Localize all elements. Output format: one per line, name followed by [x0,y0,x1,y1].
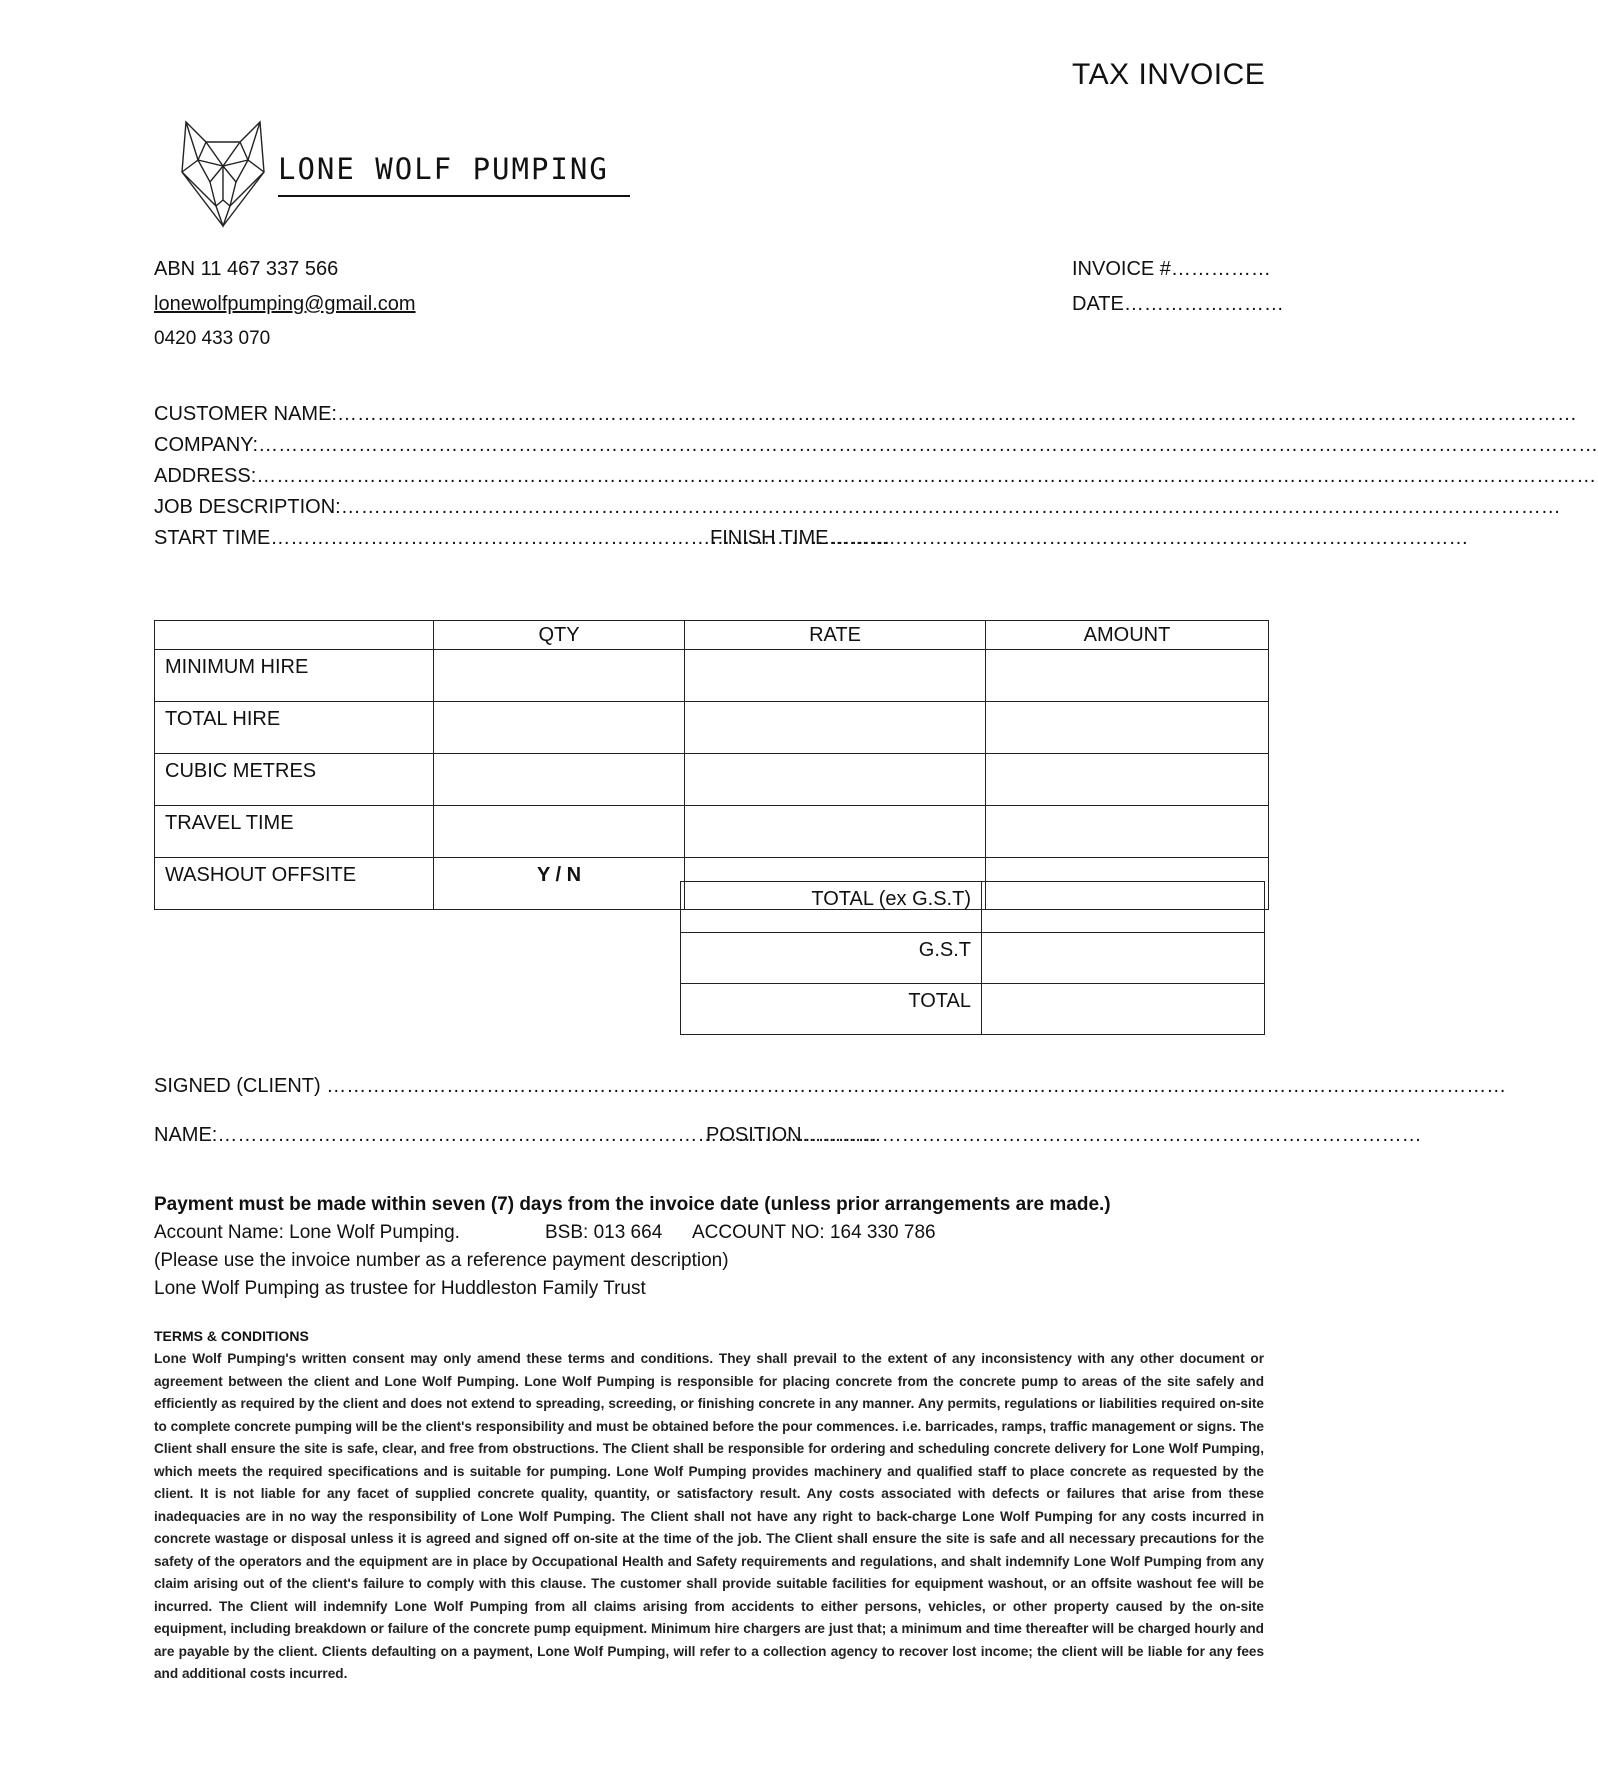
amount-cell[interactable] [986,702,1269,754]
account-number: ACCOUNT NO: 164 330 786 [692,1222,936,1243]
phone: 0420 433 070 [154,328,271,349]
totals-table [680,881,1265,1035]
position-field[interactable]: POSITION………………………………………………………………………………… [706,1124,1422,1146]
qty-cell[interactable] [434,754,685,806]
address-field[interactable]: ADDRESS:………………………………………………………………………………………………………………………………………………………………………………… [154,465,1597,487]
payment-notice: Payment must be made within seven (7) days from the invoice date (unless prior arrangements are made.) [154,1194,1111,1215]
table-row [155,806,1269,858]
rate-cell[interactable] [685,702,986,754]
company-field[interactable]: COMPANY:………………………………………………………………………………………………………………………………………………………………………………… [154,434,1598,456]
brand-underline [278,195,630,197]
signed-client-field[interactable]: SIGNED (CLIENT) …………………………………………………………………………………………………………………………………………………………… [154,1075,1507,1097]
reference-note: (Please use the invoice number as a reference payment description) [154,1250,729,1271]
table-header-amount: AMOUNT [986,621,1269,650]
row-label: CUBIC METRES [155,754,434,806]
row-label: TRAVEL TIME [155,806,434,858]
totals-row [681,984,1265,1035]
totals-row [681,933,1265,984]
account-name: Account Name: Lone Wolf Pumping. [154,1222,460,1243]
total-ex-gst-label: TOTAL (ex G.S.T) [681,882,982,933]
rate-cell[interactable] [685,806,986,858]
total-value[interactable] [982,984,1265,1035]
row-label: TOTAL HIRE [155,702,434,754]
row-label: WASHOUT OFFSITE [155,858,434,910]
table-header-rate: RATE [685,621,986,650]
washout-yn-cell[interactable]: Y / N [434,858,685,910]
rate-cell[interactable] [685,650,986,702]
trustee-note: Lone Wolf Pumping as trustee for Huddleston Family Trust [154,1278,646,1299]
name-field[interactable]: NAME:……………………………………………………………………………………… [154,1124,878,1146]
table-header-blank [155,621,434,650]
wolf-logo-icon [176,120,270,228]
terms-body: Lone Wolf Pumping's written consent may only amend these terms and conditions. They shall prevail to the extent of any inconsistency with any other document or agreement between the client and Lone Wolf Pumping. Lone Wolf Pumping is responsible for placing concrete from the concrete pump to areas of the site safely and efficiently as required by the client and does not extend to spreading, screeding, or finishing concrete in any manner. Any permits, regulations or liabilities required on-site to complete concrete pumping will be the client's responsibility and must be obtained before the pour commences. i.e. barricades, ramps, traffic management or signs. The Client shall ensure the site is safe, clear, and free from obstructions. The Client shall be responsible for ordering and scheduling concrete delivery for Lone Wolf Pumping, which meets the required specifications and is suitable for pumping. Lone Wolf Pumping provides machinery and qualified staff to place concrete as requested by the client. It is not liable for any facet of supplied concrete quality, quantity, or satisfactory result. Any costs associated with defects or failures that arise from these inadequacies are in no way the responsibility of Lone Wolf Pumping. The Client shall not have any right to back-charge Lone Wolf Pumping for any costs incurred in concrete wastage or disposal unless it is agreed and signed off on-site at the time of the job. The Client shall ensure the site is safe and all necessary precautions for the safety of the operators and the equipment are in place by Occupational Health and Safety requirements and regulations, and shalt indemnify Lone Wolf Pumping from any claim arising out of the client's failure to comply with this clause. The customer shall provide suitable facilities for equipment washout, or an offsite washout fee will be incurred. The Client will indemnify Lone Wolf Pumping from all claims arising from accidents to either persons, vehicles, or other property caused by the on-site equipment, including breakdown or failure of the concrete pump equipment. Minimum hire chargers are just that; a minimum and time thereafter will be charged hourly and are payable by the client. Clients defaulting on a payment, Lone Wolf Pumping, will refer to a collection agency to recover lost income; the client will be liable for any fees and additional costs incurred. [154,1351,1264,1681]
job-description-field[interactable]: JOB DESCRIPTION:………………………………………………………………………………………………………………………………………………………………… [154,496,1561,518]
gst-label: G.S.T [681,933,982,984]
qty-cell[interactable] [434,702,685,754]
qty-cell[interactable] [434,806,685,858]
email-link[interactable]: lonewolfpumping@gmail.com [154,293,416,315]
amount-cell[interactable] [986,806,1269,858]
abn: ABN 11 467 337 566 [154,258,339,280]
total-ex-gst-value[interactable] [982,882,1265,933]
start-time-field[interactable]: START TIME………………………………………………………………………………… [154,527,891,549]
total-label: TOTAL [681,984,982,1035]
document-title: TAX INVOICE [1072,58,1266,91]
table-header-row [155,621,1269,650]
qty-cell[interactable] [434,650,685,702]
brand-name: LONE WOLF PUMPING [278,152,609,186]
row-label: MINIMUM HIRE [155,650,434,702]
terms-heading: TERMS & CONDITIONS [154,1328,309,1344]
amount-cell[interactable] [986,754,1269,806]
finish-time-field[interactable]: FINISH TIME…………………………………………………………………………………… [710,527,1469,549]
gst-value[interactable] [982,933,1265,984]
date-field[interactable]: DATE…………………… [1072,293,1284,315]
invoice-number-field[interactable]: INVOICE #…………… [1072,258,1271,280]
rate-cell[interactable] [685,754,986,806]
table-header-qty: QTY [434,621,685,650]
table-row [155,702,1269,754]
hire-items-table [154,620,1269,910]
bsb: BSB: 013 664 [545,1222,663,1243]
table-row [155,754,1269,806]
totals-row [681,882,1265,933]
amount-cell[interactable] [986,650,1269,702]
customer-name-field[interactable]: CUSTOMER NAME:…………………………………………………………………………………………………………………………………………………………………… [154,403,1577,425]
table-row [155,650,1269,702]
